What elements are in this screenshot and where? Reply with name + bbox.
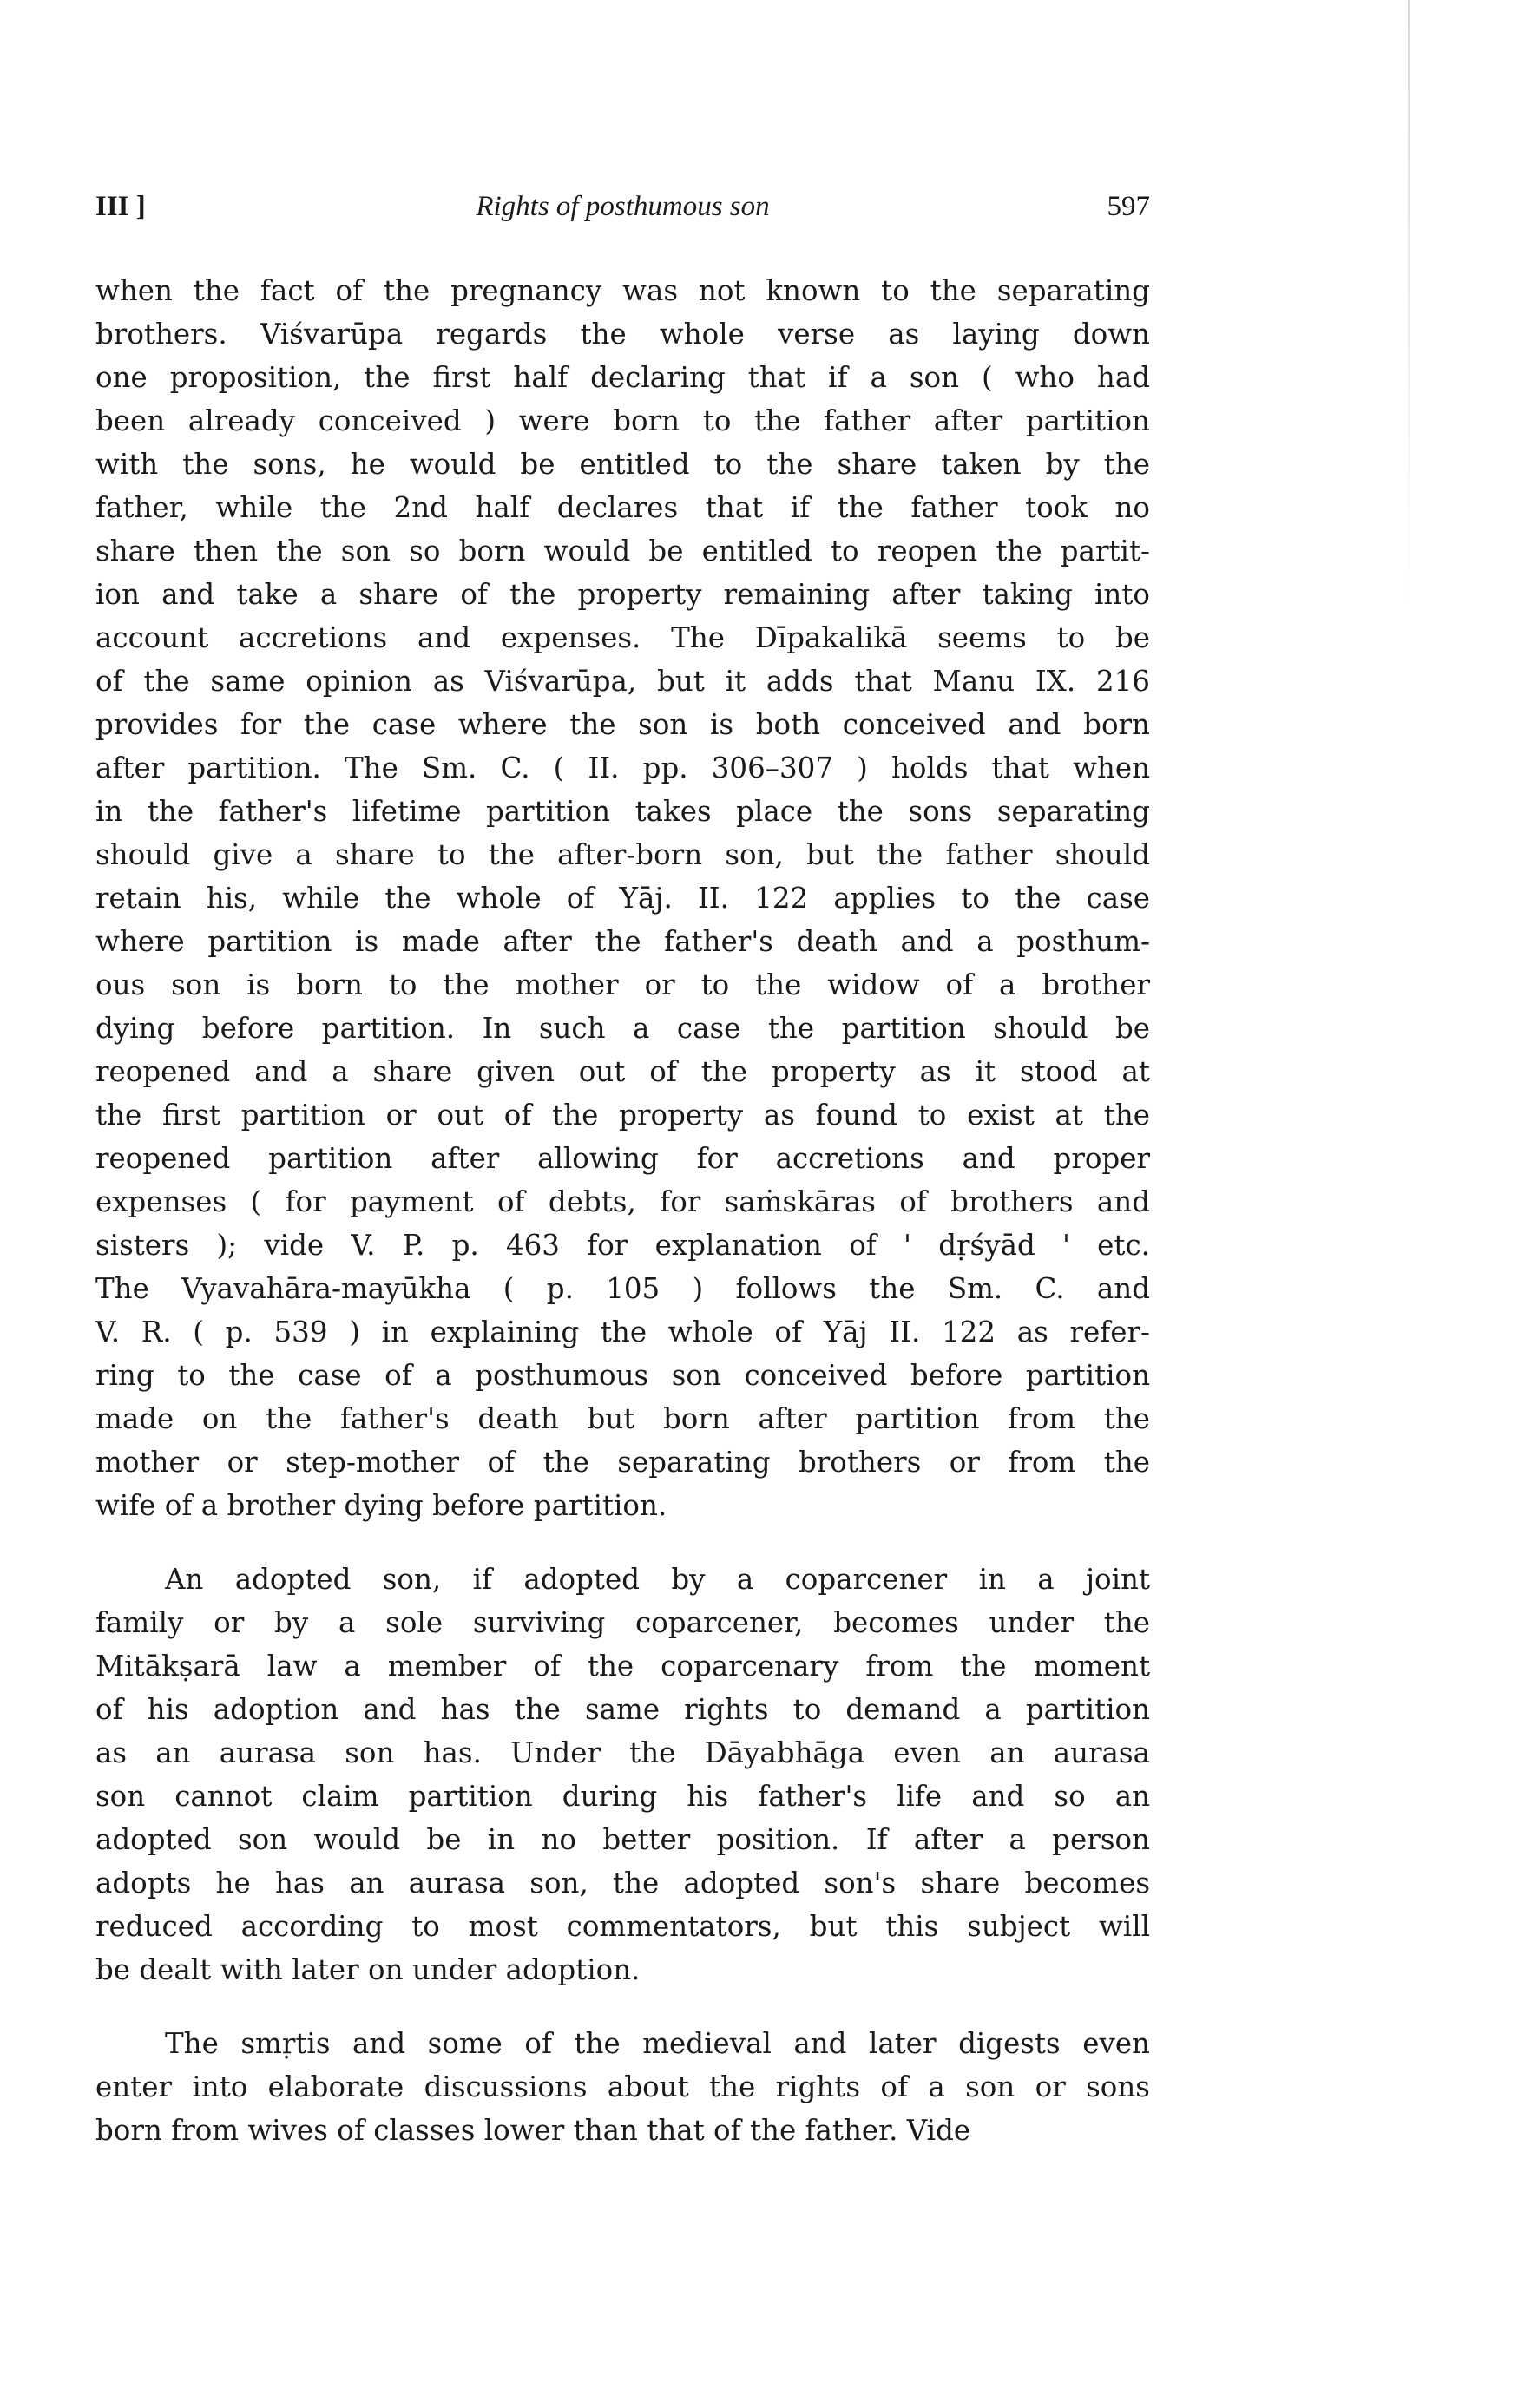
text-line: The smṛtis and some of the medieval and later digests even — [165, 2027, 1150, 2060]
text-line: family or by a sole surviving coparcener, becomes under the — [95, 1606, 1150, 1639]
text-line: Mitākṣarā law a member of the coparcenary from the moment — [95, 1650, 1150, 1683]
text-line: of his adoption and has the same rights to demand a partition — [95, 1693, 1150, 1726]
text-line: where partition is made after the father's death and a posthum- — [95, 925, 1150, 958]
text-line: V. R. ( p. 539 ) in explaining the whole of Yāj II. 122 as refer- — [95, 1316, 1150, 1348]
text-line: ring to the case of a posthumous son conceived before partition — [95, 1359, 1150, 1392]
text-line: expenses ( for payment of debts, for saṁskāras of brothers and — [95, 1185, 1150, 1218]
text-line: one proposition, the first half declaring that if a son ( who had — [95, 361, 1150, 394]
text-line: when the fact of the pregnancy was not known to the separating — [95, 274, 1150, 307]
paragraph — [95, 269, 1150, 1527]
text-line: of the same opinion as Viśvarūpa, but it adds that Manu IX. 216 — [95, 665, 1150, 698]
text-line: be dealt with later on under adoption. — [95, 1953, 641, 1986]
text-line: enter into elaborate discussions about the rights of a son or sons — [95, 2070, 1150, 2103]
section-number: III ] — [95, 191, 146, 222]
text-line: reopened partition after allowing for accretions and proper — [95, 1142, 1150, 1175]
text-line: born from wives of classes lower than that of the father. Vide — [95, 2114, 971, 2147]
text-line: been already conceived ) were born to the father after partition — [95, 404, 1150, 437]
text-line: brothers. Viśvarūpa regards the whole verse as laying down — [95, 318, 1150, 351]
text-line: reopened and a share given out of the property as it stood at — [95, 1055, 1150, 1088]
text-line: the first partition or out of the property as found to exist at the — [95, 1099, 1150, 1132]
running-head — [95, 191, 1150, 234]
text-line: should give a share to the after-born son, but the father should — [95, 838, 1150, 871]
text-line: The Vyavahāra-mayūkha ( p. 105 ) follows the Sm. C. and — [95, 1272, 1150, 1305]
text-line: ion and take a share of the property remaining after taking into — [95, 578, 1150, 611]
text-line: adopts he has an aurasa son, the adopted son's share becomes — [95, 1867, 1150, 1899]
text-line: in the father's lifetime partition takes place the sons separating — [95, 795, 1150, 828]
text-line: account accretions and expenses. The Dīpakalikā seems to be — [95, 621, 1150, 654]
text-line: made on the father's death but born after partition from the — [95, 1402, 1150, 1435]
paragraph-gap — [95, 1527, 1150, 1558]
text-line: An adopted son, if adopted by a coparcener in a joint — [165, 1563, 1150, 1596]
text-line: reduced according to most commentators, but this subject will — [95, 1910, 1150, 1943]
text-line: provides for the case where the son is both conceived and born — [95, 708, 1150, 741]
paragraph-gap — [95, 1991, 1150, 2022]
paragraph — [95, 1558, 1150, 1991]
text-line: ous son is born to the mother or to the widow of a brother — [95, 968, 1150, 1001]
paragraph — [95, 2022, 1150, 2152]
text-line: wife of a brother dying before partition. — [95, 1489, 667, 1522]
scan-edge-shadow — [1408, 0, 1410, 607]
text-line: with the sons, he would be entitled to the share taken by the — [95, 448, 1150, 481]
text-line: adopted son would be in no better position. If after a person — [95, 1823, 1150, 1856]
page-number: 597 — [1107, 191, 1150, 222]
body-text — [95, 269, 1150, 2152]
text-line: mother or step-mother of the separating brothers or from the — [95, 1446, 1150, 1479]
text-line: share then the son so born would be entitled to reopen the partit- — [95, 535, 1150, 568]
text-line: dying before partition. In such a case the partition should be — [95, 1012, 1150, 1045]
running-title: Rights of posthumous son — [476, 191, 770, 222]
text-line: father, while the 2nd half declares that if the father took no — [95, 491, 1150, 524]
text-line: son cannot claim partition during his father's life and so an — [95, 1780, 1150, 1813]
text-line: sisters ); vide V. P. p. 463 for explanation of ' dṛśyād ' etc. — [95, 1229, 1150, 1262]
text-line: after partition. The Sm. C. ( II. pp. 306–307 ) holds that when — [95, 751, 1150, 784]
text-line: as an aurasa son has. Under the Dāyabhāga even an aurasa — [95, 1736, 1150, 1769]
text-line: retain his, while the whole of Yāj. II. 122 applies to the case — [95, 882, 1150, 915]
